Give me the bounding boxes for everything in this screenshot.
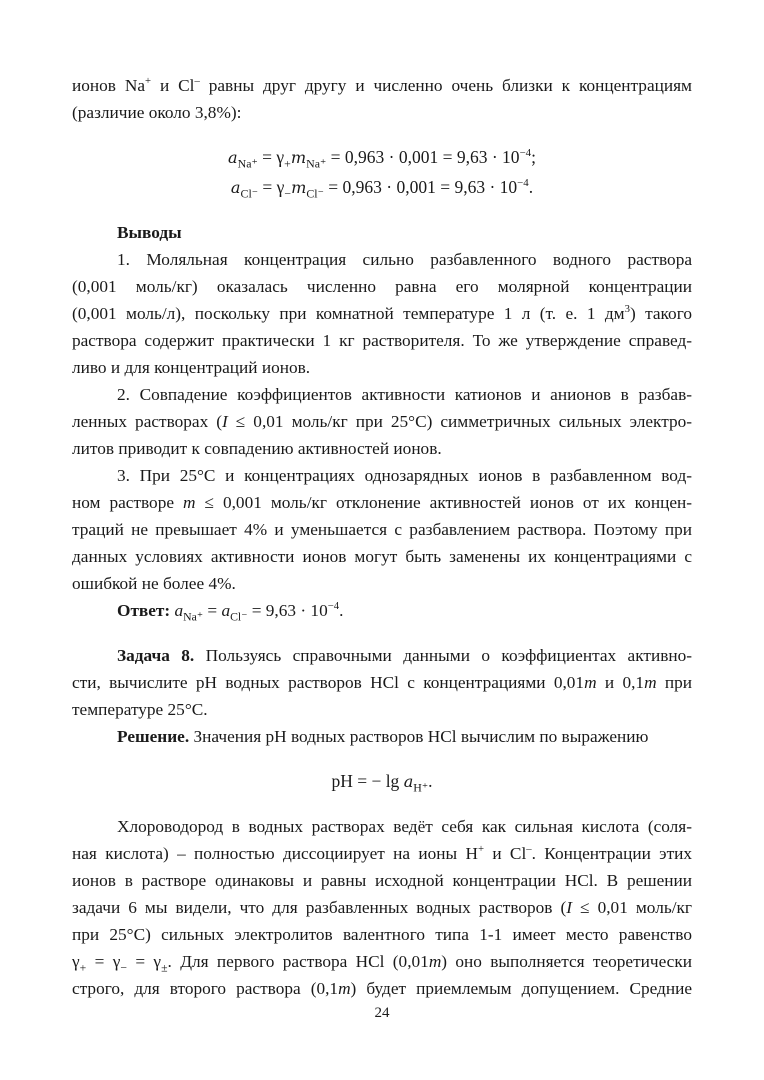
text-run: 3. При 25°C и концентрациях однозарядных ионов в разбавленном вод- — [117, 466, 692, 485]
text-run: . — [528, 177, 534, 197]
superscript: −4 — [327, 600, 340, 613]
text-run: ленных растворах ( — [72, 412, 223, 431]
text-run: = γ — [258, 177, 285, 197]
text-run: сти, вычислите pH водных растворов HCl с концентрациями 0,01 — [72, 673, 585, 692]
conclusion-1-line — [72, 273, 692, 300]
text-run: = 0,963 · 0,001 = 9,63 · 10 — [326, 147, 520, 167]
superscript: + — [477, 843, 485, 856]
conclusion-3-line — [72, 489, 692, 516]
subscript: Cl⁻ — [306, 186, 324, 201]
conclusion-2-line — [72, 408, 692, 435]
math-variable: m — [291, 178, 307, 197]
bold-label: Ответ: — [117, 601, 171, 620]
answer-line — [72, 597, 692, 624]
text-run: = γ — [127, 952, 162, 971]
body-line — [72, 99, 692, 126]
equation-ph — [72, 768, 692, 795]
text-run: = 0,963 · 0,001 = 9,63 · 10 — [323, 177, 518, 197]
text-run: равны друг другу и численно очень близки к концентрациям — [199, 76, 692, 95]
subscript: − — [120, 961, 127, 975]
text-run: ная кислота) – полностью диссоциирует на ионы H — [72, 844, 478, 863]
math-variable: m — [584, 673, 597, 692]
task-8-line — [72, 696, 692, 723]
conclusion-1-line — [72, 300, 692, 327]
math-variable: a — [174, 601, 184, 620]
bold-label: Решение. — [117, 727, 190, 746]
text-run: ) такого — [629, 304, 692, 323]
text-run: температуре 25°C. — [72, 700, 208, 719]
superscript: – — [526, 843, 532, 856]
text-run: строго, для второго раствора (0,1 — [72, 979, 339, 998]
text-run: Хлороводород в водных растворах ведёт себя как сильная кислота (соля- — [117, 817, 692, 836]
text-run: ≤ 0,001 моль/кг отклонение активностей ионов от их концен- — [195, 493, 692, 512]
text-run: . Для первого раствора HCl (0,01 — [167, 952, 429, 971]
superscript: + — [145, 75, 152, 88]
text-run: ливо и для концентраций ионов. — [72, 358, 311, 377]
text-run: ; — [531, 147, 536, 167]
text-run: pH = − lg — [331, 771, 404, 791]
text-run: ≤ 0,01 моль/кг — [572, 898, 693, 917]
subscript: Cl⁻ — [230, 610, 248, 624]
math-variable: a — [228, 148, 238, 167]
math-variable: m — [338, 979, 351, 998]
text-run: = 9,63 · 10 — [247, 601, 328, 620]
bold-label: Задача 8. — [117, 646, 195, 665]
math-variable: I — [222, 412, 228, 431]
text-run: ном растворе — [72, 493, 184, 512]
math-variable: a — [230, 178, 241, 197]
solution-line — [72, 723, 692, 750]
text-run: траций не превышает 4% и уменьшается с разбавлением раствора. Поэтому при — [72, 520, 692, 539]
text-run: = — [203, 601, 222, 620]
conclusion-3-line — [72, 570, 692, 597]
body-line — [72, 921, 692, 948]
text-run: 24 — [374, 1005, 390, 1021]
subscript: ± — [161, 961, 168, 975]
conclusion-3-line — [72, 462, 692, 489]
conclusion-1-line — [72, 354, 692, 381]
math-variable: a — [403, 772, 414, 791]
text-run: (0,001 моль/кг) оказалась численно равна его молярной концентрации — [72, 277, 692, 296]
subscript: Na⁺ — [237, 156, 258, 171]
math-variable: m — [644, 673, 657, 692]
text-run: ) будет приемлемым допущением. Средние — [350, 979, 693, 998]
body-line — [72, 948, 692, 975]
subscript: − — [284, 186, 292, 201]
text-run: . Концентрации этих — [531, 844, 693, 863]
superscript: – — [194, 75, 200, 88]
text-run: раствора содержит практически 1 кг растворителя. То же утверждение справед- — [72, 331, 692, 350]
body-line — [72, 894, 692, 921]
text-run: γ — [72, 952, 80, 971]
text-run: задачи 6 мы видели, что для разбавленных водных растворов ( — [72, 898, 567, 917]
subscript: + — [284, 156, 291, 171]
math-variable: m — [183, 493, 196, 512]
text-run: . — [339, 601, 344, 620]
section-heading-conclusions — [72, 219, 692, 246]
body-line — [72, 975, 692, 1002]
subscript: H⁺ — [413, 780, 429, 795]
body-line — [72, 867, 692, 894]
equation-activity-cl — [72, 174, 692, 201]
text-run: (0,001 моль/л), поскольку при комнатной температуре 1 л (т. е. 1 дм — [72, 304, 625, 323]
math-variable: m — [290, 148, 307, 167]
text-run: Пользуясь справочными данными о коэффициентах активно- — [194, 646, 692, 665]
text-run: ≤ 0,01 моль/кг при 25°C) симметричных сильных электро- — [227, 412, 692, 431]
math-variable: I — [566, 898, 573, 917]
text-run: и Cl — [151, 76, 195, 95]
text-run: Значения pH водных растворов HCl вычислим по выражению — [189, 727, 649, 746]
body-line — [72, 72, 692, 99]
math-variable: m — [428, 952, 442, 971]
text-run: ионов Na — [72, 76, 146, 95]
subscript: + — [79, 961, 87, 975]
text-run: = γ — [257, 147, 285, 167]
conclusion-1-line — [72, 327, 692, 354]
superscript: −4 — [517, 177, 529, 190]
text-run: 2. Совпадение коэффициентов активности катионов и анионов в разбав- — [117, 385, 692, 404]
text-run: ) оно выполняется теоретически — [441, 952, 692, 971]
text-run: при 25°C) сильных электролитов валентного типа 1-1 имеет место равенство — [72, 925, 692, 944]
text-run: (различие около 3,8%): — [72, 103, 242, 122]
bold-label: Выводы — [117, 223, 182, 242]
text-run: литов приводит к совпадению активностей ионов. — [72, 439, 442, 458]
equation-activity-na — [72, 144, 692, 171]
text-run: и Cl — [484, 844, 527, 863]
body-line — [72, 840, 692, 867]
conclusion-3-line — [72, 543, 692, 570]
text-run: . — [428, 771, 433, 791]
task-8-line — [72, 642, 692, 669]
page-number — [72, 1000, 692, 1027]
math-variable: a — [221, 601, 231, 620]
conclusion-1-line — [72, 246, 692, 273]
text-run: ошибкой не более 4%. — [72, 574, 236, 593]
text-run: данных условиях активности ионов могут быть заменены их концентрациями с — [72, 547, 692, 566]
conclusion-2-line — [72, 381, 692, 408]
text-run: = γ — [86, 952, 121, 971]
text-run: 1. Моляльная концентрация сильно разбавленного водного раствора — [117, 250, 692, 269]
text-run: ионов в растворе одинаковы и равны исходной концентрации HCl. В решении — [72, 871, 692, 890]
conclusion-3-line — [72, 516, 692, 543]
text-run: и 0,1 — [596, 673, 645, 692]
superscript: 3 — [624, 303, 630, 316]
subscript: Na⁺ — [306, 156, 327, 171]
task-8-line — [72, 669, 692, 696]
superscript: −4 — [519, 147, 532, 160]
conclusion-2-line — [72, 435, 692, 462]
body-line — [72, 813, 692, 840]
text-run: при — [656, 673, 693, 692]
subscript: Na⁺ — [183, 610, 204, 624]
subscript: Cl⁻ — [240, 186, 259, 201]
